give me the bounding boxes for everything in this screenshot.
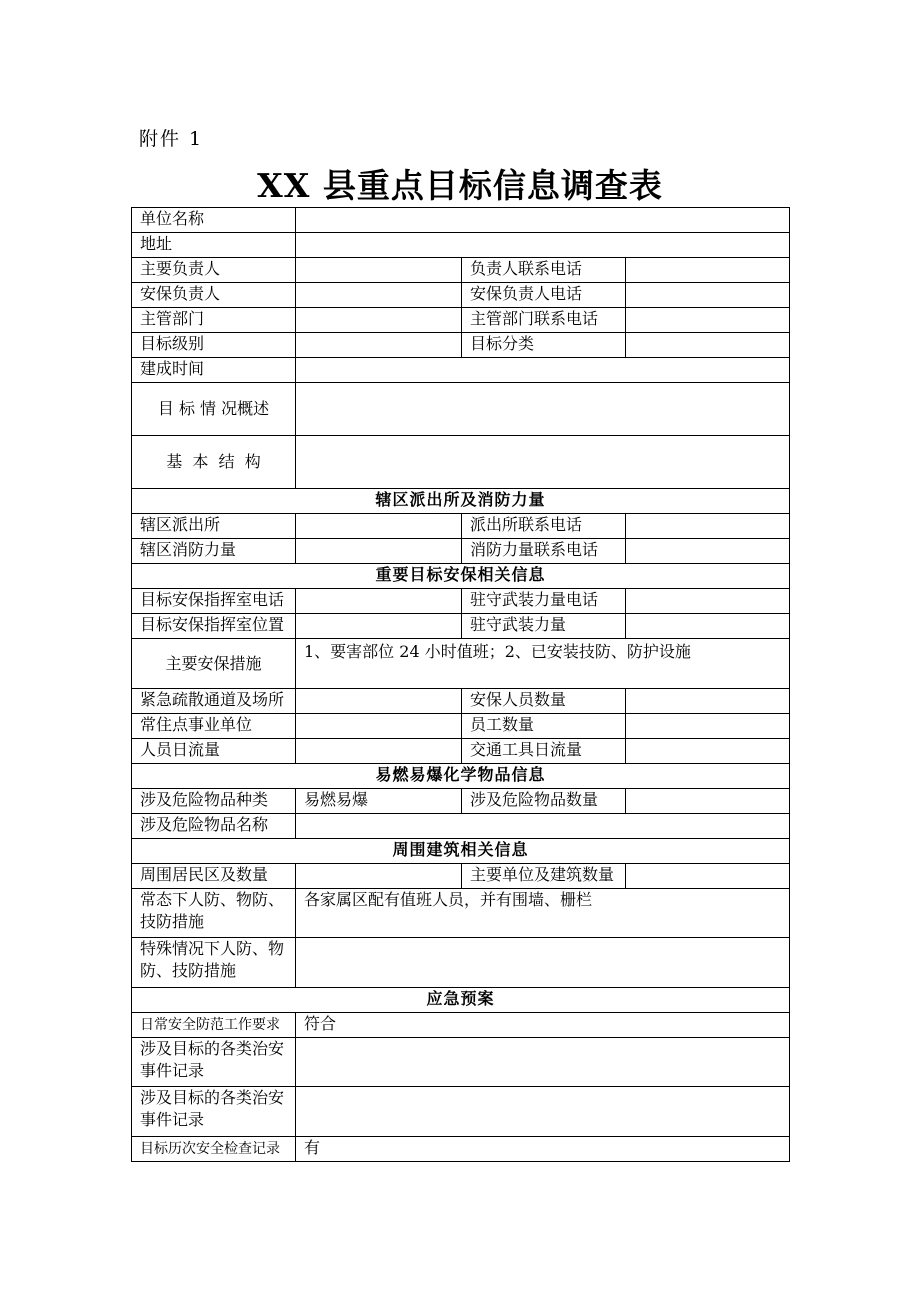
cmd-location-value[interactable]: [296, 614, 462, 639]
structure-value[interactable]: [296, 436, 790, 489]
dept-value[interactable]: [296, 308, 462, 333]
staff-count-label: 员工数量: [462, 714, 626, 739]
inspection-record-value[interactable]: 有: [296, 1137, 790, 1162]
dept-label: 主管部门: [132, 308, 296, 333]
main-units-value[interactable]: [626, 864, 790, 889]
fire-force-phone-value[interactable]: [626, 539, 790, 564]
daily-people-label: 人员日流量: [132, 739, 296, 764]
incident-record-label-2: [132, 1087, 296, 1137]
normal-measures-label: [132, 889, 296, 938]
special-measures-value[interactable]: [296, 938, 790, 988]
attachment-label: 附件 1: [139, 128, 204, 150]
hazard-name-value[interactable]: [296, 814, 790, 839]
build-time-label: 建成时间: [132, 358, 296, 383]
hazard-name-label: 涉及危险物品名称: [132, 814, 296, 839]
police-section-header: 辖区派出所及消防力量: [132, 489, 790, 514]
hazard-type-value[interactable]: 易燃易爆: [296, 789, 462, 814]
hazard-qty-value[interactable]: [626, 789, 790, 814]
incident-record-label: [132, 1038, 296, 1087]
special-measures-label: [132, 938, 296, 988]
level-label: 目标级别: [132, 333, 296, 358]
police-station-phone-value[interactable]: [626, 514, 790, 539]
overview-label: 目 标 情 况概述: [132, 383, 296, 436]
evac-label: 紧急疏散通道及场所: [132, 689, 296, 714]
normal-measures-label-line2: 技防措施: [140, 912, 205, 931]
category-value[interactable]: [626, 333, 790, 358]
surround-section-header: 周围建筑相关信息: [132, 839, 790, 864]
resident-unit-value[interactable]: [296, 714, 462, 739]
security-person-value[interactable]: [296, 283, 462, 308]
category-label: 目标分类: [462, 333, 626, 358]
daily-vehicle-label: 交通工具日流量: [462, 739, 626, 764]
incident-record-value[interactable]: [296, 1038, 790, 1087]
security-person-label: 安保负责人: [132, 283, 296, 308]
police-station-phone-label: 派出所联系电话: [462, 514, 626, 539]
page-title: XX 县重点目标信息调查表: [257, 166, 663, 205]
cmd-phone-label: 目标安保指挥室电话: [132, 589, 296, 614]
main-person-value[interactable]: [296, 258, 462, 283]
residential-label: 周围居民区及数量: [132, 864, 296, 889]
staff-count-value[interactable]: [626, 714, 790, 739]
main-person-phone-value[interactable]: [626, 258, 790, 283]
special-measures-label-line2: 防、技防措施: [140, 961, 237, 980]
cmd-phone-value[interactable]: [296, 589, 462, 614]
structure-label: 基 本 结 构: [132, 436, 296, 489]
armed-phone-label: 驻守武装力量电话: [462, 589, 626, 614]
fire-force-phone-label: 消防力量联系电话: [462, 539, 626, 564]
hazard-type-label: 涉及危险物品种类: [132, 789, 296, 814]
incident-record-value-2[interactable]: [296, 1087, 790, 1137]
daily-req-value[interactable]: 符合: [296, 1013, 790, 1038]
special-measures-label-line1: 特殊情况下人防、物: [140, 939, 285, 958]
residential-value[interactable]: [296, 864, 462, 889]
fire-force-label: 辖区消防力量: [132, 539, 296, 564]
level-value[interactable]: [296, 333, 462, 358]
build-time-value[interactable]: [296, 358, 790, 383]
main-units-label: 主要单位及建筑数量: [462, 864, 626, 889]
security-person-phone-value[interactable]: [626, 283, 790, 308]
main-person-label: 主要负责人: [132, 258, 296, 283]
inspection-record-label: 目标历次安全检查记录: [132, 1137, 296, 1162]
address-value[interactable]: [296, 233, 790, 258]
normal-measures-value[interactable]: 各家属区配有值班人员，并有围墙、栅栏: [296, 889, 790, 938]
unit-name-label: 单位名称: [132, 208, 296, 233]
daily-vehicle-value[interactable]: [626, 739, 790, 764]
address-label: 地址: [132, 233, 296, 258]
police-station-value[interactable]: [296, 514, 462, 539]
armed-force-value[interactable]: [626, 614, 790, 639]
hazard-qty-label: 涉及危险物品数量: [462, 789, 626, 814]
hazard-section-header: 易燃易爆化学物品信息: [132, 764, 790, 789]
incident-record-label-line1: 涉及目标的各类治安: [140, 1039, 285, 1058]
guard-count-label: 安保人员数量: [462, 689, 626, 714]
unit-name-value[interactable]: [296, 208, 790, 233]
measures-label: 主要安保措施: [132, 639, 296, 689]
survey-table: [131, 207, 790, 1162]
main-person-phone-label: 负责人联系电话: [462, 258, 626, 283]
incident-record-label-line2: 事件记录: [140, 1061, 205, 1080]
dept-phone-value[interactable]: [626, 308, 790, 333]
dept-phone-label: 主管部门联系电话: [462, 308, 626, 333]
armed-phone-value[interactable]: [626, 589, 790, 614]
daily-req-label: 日常安全防范工作要求: [132, 1013, 296, 1038]
daily-people-value[interactable]: [296, 739, 462, 764]
police-station-label: 辖区派出所: [132, 514, 296, 539]
overview-value[interactable]: [296, 383, 790, 436]
incident-record-2-label-line1: 涉及目标的各类治安: [140, 1088, 285, 1107]
plan-section-header: 应急预案: [132, 988, 790, 1013]
security-section-header: 重要目标安保相关信息: [132, 564, 790, 589]
cmd-location-label: 目标安保指挥室位置: [132, 614, 296, 639]
incident-record-2-label-line2: 事件记录: [140, 1110, 205, 1129]
guard-count-value[interactable]: [626, 689, 790, 714]
armed-force-label: 驻守武装力量: [462, 614, 626, 639]
resident-unit-label: 常住点事业单位: [132, 714, 296, 739]
fire-force-value[interactable]: [296, 539, 462, 564]
security-person-phone-label: 安保负责人电话: [462, 283, 626, 308]
normal-measures-label-line1: 常态下人防、物防、: [140, 890, 285, 909]
evac-value[interactable]: [296, 689, 462, 714]
measures-value[interactable]: 1、要害部位 24 小时值班；2、已安装技防、防护设施: [296, 639, 790, 689]
